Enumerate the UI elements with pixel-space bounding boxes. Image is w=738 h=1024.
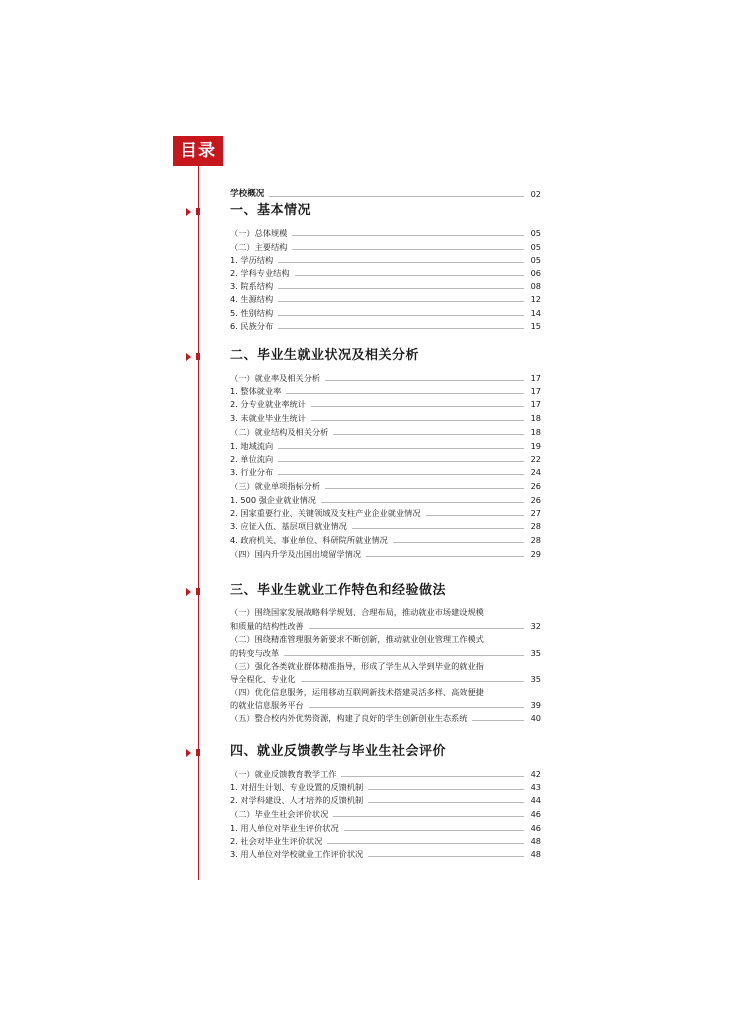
toc-entry[interactable] (230, 534, 541, 547)
toc-entry[interactable] (230, 794, 541, 807)
toc-entry-page: 43 (530, 782, 541, 792)
toc-entry[interactable] (230, 835, 541, 848)
leader-line (311, 406, 524, 407)
toc-entry-page: 06 (530, 268, 541, 278)
toc-entry-label: 1. 学历结构 (230, 255, 274, 265)
toc-entry-label: （一）总体规模 (230, 228, 288, 238)
leader-line (278, 328, 524, 329)
toc-entry-label: 1. 用人单位对毕业生评价状况 (230, 823, 339, 833)
toc-entry-label: 和质量的结构性改善 (230, 621, 304, 631)
leader-line (292, 249, 524, 250)
toc-entry-page: 18 (530, 427, 541, 437)
leader-line (393, 542, 524, 543)
toc-entry[interactable] (230, 808, 541, 821)
leader-line (309, 628, 524, 629)
section-3-marker-icon (186, 588, 191, 596)
leader-line (472, 720, 524, 721)
toc-entry-label: 1. 对招生计划、专业设置的反馈机制 (230, 782, 364, 792)
toc-entry-line1: （二）围绕精准管理服务新要求不断创新，推动就业创业管理工作模式 (230, 634, 484, 644)
section-title-4: 四、就业反馈教学与毕业生社会评价 (230, 744, 447, 759)
section-title-2: 二、毕业生就业状况及相关分析 (230, 348, 420, 363)
toc-entry-page: 44 (530, 795, 541, 805)
toc-entry-label: 3. 行业分布 (230, 467, 274, 477)
toc-entry[interactable] (230, 267, 541, 280)
leader-line (278, 474, 524, 475)
toc-entry-page: 17 (530, 373, 541, 383)
toc-entry[interactable] (230, 254, 541, 267)
toc-entry-page: 40 (530, 713, 541, 723)
leader-line (368, 856, 524, 857)
toc-entry-label: 3. 应征入伍、基层项目就业情况 (230, 521, 347, 531)
leader-line (278, 301, 524, 302)
section-3-marker-dot (196, 588, 200, 595)
leader-line (327, 843, 524, 844)
leader-line (278, 448, 524, 449)
toc-entry-label: 6. 民族分布 (230, 321, 274, 331)
toc-entry-page: 28 (530, 521, 541, 531)
leader-line (344, 830, 524, 831)
toc-entry-page: 28 (530, 535, 541, 545)
leader-line (352, 528, 524, 529)
toc-entry-line1: （三）强化各类就业群体精准指导，形成了学生从入学到毕业的就业指 (230, 661, 484, 671)
toc-entry-page: 05 (530, 228, 541, 238)
toc-entry-line1: （四）优化信息服务，运用移动互联网新技术搭建灵活多样、高效便捷 (230, 687, 484, 697)
leader-line (284, 655, 524, 656)
toc-entry[interactable] (230, 320, 541, 333)
toc-entry-label: 1. 地域流向 (230, 441, 274, 451)
toc-entry-label: （五）整合校内外优势资源，构建了良好的学生创新创业生态系统 (230, 713, 468, 723)
toc-entry[interactable] (230, 520, 541, 533)
toc-entry-label: 2. 对学科建设、人才培养的反馈机制 (230, 795, 364, 805)
leader-line (325, 488, 524, 489)
toc-entry-page: 26 (530, 495, 541, 505)
toc-entry-label: 的转变与改革 (230, 648, 280, 658)
toc-entry-label: 4. 生源结构 (230, 294, 274, 304)
toc-entry-page: 17 (530, 386, 541, 396)
toc-entry-label: （二）毕业生社会评价状况 (230, 809, 329, 819)
toc-entry[interactable] (230, 848, 541, 861)
toc-entry-label: 2. 学科专业结构 (230, 268, 290, 278)
leader-line (295, 275, 524, 276)
toc-entry[interactable] (230, 453, 541, 466)
leader-line (269, 196, 524, 197)
leader-line (292, 235, 524, 236)
toc-entry[interactable] (230, 712, 541, 725)
toc-entry-page: 15 (530, 321, 541, 331)
leader-line (333, 816, 524, 817)
toc-entry-label: （二）就业结构及相关分析 (230, 427, 329, 437)
toc-entry-page: 14 (530, 308, 541, 318)
leader-line (366, 556, 524, 557)
toc-entry-page: 18 (530, 413, 541, 423)
section-4-marker-icon (186, 749, 191, 757)
toc-entry[interactable] (230, 494, 541, 507)
toc-entry-label: （一）就业反馈教育教学工作 (230, 769, 337, 779)
toc-entry-school-overview[interactable] (230, 188, 541, 201)
toc-entry-page: 29 (530, 549, 541, 559)
toc-entry[interactable] (230, 293, 541, 306)
section-1-marker-dot (196, 208, 200, 215)
toc-entry-label: 3. 未就业毕业生统计 (230, 413, 306, 423)
toc-entry[interactable] (230, 280, 541, 293)
toc-entry[interactable] (230, 768, 541, 781)
toc-entry-page: 35 (530, 648, 541, 658)
toc-entry-page: 05 (530, 242, 541, 252)
toc-entry[interactable] (230, 241, 541, 254)
toc-entry-label: 1. 500 强企业就业情况 (230, 495, 316, 505)
toc-entry[interactable] (230, 440, 541, 453)
toc-entry-page: 35 (530, 674, 541, 684)
leader-line (368, 802, 524, 803)
toc-entry-label: 的就业信息服务平台 (230, 700, 304, 710)
toc-entry[interactable] (230, 781, 541, 794)
toc-entry-label: 2. 单位流向 (230, 454, 274, 464)
toc-entry-label: 2. 国家重要行业、关键领域及支柱产业企业就业情况 (230, 508, 421, 518)
toc-entry-label: 导全程化、专业化 (230, 674, 296, 684)
toc-entry-page: 12 (530, 294, 541, 304)
section-2-marker-dot (196, 353, 200, 360)
section-2-marker-icon (186, 353, 191, 361)
toc-entry[interactable] (230, 548, 541, 561)
toc-entry-label: （三）就业单项指标分析 (230, 481, 321, 491)
toc-entry[interactable] (230, 372, 541, 385)
section-title-1: 一、基本情况 (230, 203, 312, 218)
leader-line (309, 707, 524, 708)
toc-entry-label: 2. 分专业就业率统计 (230, 399, 306, 409)
leader-line (368, 789, 524, 790)
toc-entry-line1: （一）围绕国家发展战略科学规划、合理布局，推动就业市场建设规模 (230, 607, 484, 617)
toc-entry[interactable] (230, 673, 541, 686)
leader-line (325, 380, 524, 381)
toc-entry[interactable] (230, 507, 541, 520)
section-title-3: 三、毕业生就业工作特色和经验做法 (230, 583, 447, 598)
toc-entry-page: 42 (530, 769, 541, 779)
toc-entry[interactable] (230, 647, 541, 660)
toc-entry-page: 27 (530, 508, 541, 518)
toc-entry-page: 22 (530, 454, 541, 464)
leader-line (278, 262, 524, 263)
toc-entry-page: 05 (530, 255, 541, 265)
leader-line (286, 393, 524, 394)
toc-entry-page: 17 (530, 399, 541, 409)
toc-entry[interactable] (230, 412, 541, 425)
toc-heading: 目录 (173, 136, 223, 166)
toc-entry[interactable] (230, 385, 541, 398)
leader-line (278, 461, 524, 462)
toc-entry[interactable] (230, 480, 541, 493)
toc-entry-label: 2. 社会对毕业生评价状况 (230, 836, 323, 846)
leader-line (278, 315, 524, 316)
toc-entry-page: 48 (530, 836, 541, 846)
toc-entry-page: 39 (530, 700, 541, 710)
toc-entry[interactable] (230, 398, 541, 411)
leader-line (341, 776, 524, 777)
toc-entry[interactable] (230, 822, 541, 835)
leader-line (278, 288, 524, 289)
toc-entry-page: 46 (530, 809, 541, 819)
toc-entry-label: 学校概况 (230, 189, 265, 199)
toc-entry-page: 32 (530, 621, 541, 631)
toc-entry-page: 02 (530, 189, 541, 199)
toc-entry-label: （一）就业率及相关分析 (230, 373, 321, 383)
toc-entry[interactable] (230, 227, 541, 240)
leader-line (301, 681, 524, 682)
toc-entry-page: 19 (530, 441, 541, 451)
leader-line (321, 502, 524, 503)
toc-entry-label: 1. 整体就业率 (230, 386, 282, 396)
toc-entry[interactable] (230, 426, 541, 439)
toc-entry-page: 08 (530, 281, 541, 291)
toc-entry-label: 5. 性别结构 (230, 308, 274, 318)
toc-entry-label: 3. 院系结构 (230, 281, 274, 291)
toc-entry[interactable] (230, 466, 541, 479)
toc-entry-label: （二）主要结构 (230, 242, 288, 252)
toc-entry-page: 46 (530, 823, 541, 833)
toc-entry-page: 26 (530, 481, 541, 491)
toc-entry-page: 24 (530, 467, 541, 477)
section-1-marker-icon (186, 208, 191, 216)
leader-line (311, 420, 524, 421)
toc-entry-label: （四）国内升学及出国出境留学情况 (230, 549, 362, 559)
toc-entry[interactable] (230, 620, 541, 633)
toc-entry[interactable] (230, 699, 541, 712)
toc-entry-label: 4. 政府机关、事业单位、科研院所就业情况 (230, 535, 388, 545)
leader-line (333, 434, 524, 435)
toc-entry-label: 3. 用人单位对学校就业工作评价状况 (230, 849, 364, 859)
toc-entry[interactable] (230, 307, 541, 320)
section-4-marker-dot (196, 749, 200, 756)
toc-entry-page: 48 (530, 849, 541, 859)
timeline-rule (198, 166, 199, 880)
leader-line (426, 515, 524, 516)
